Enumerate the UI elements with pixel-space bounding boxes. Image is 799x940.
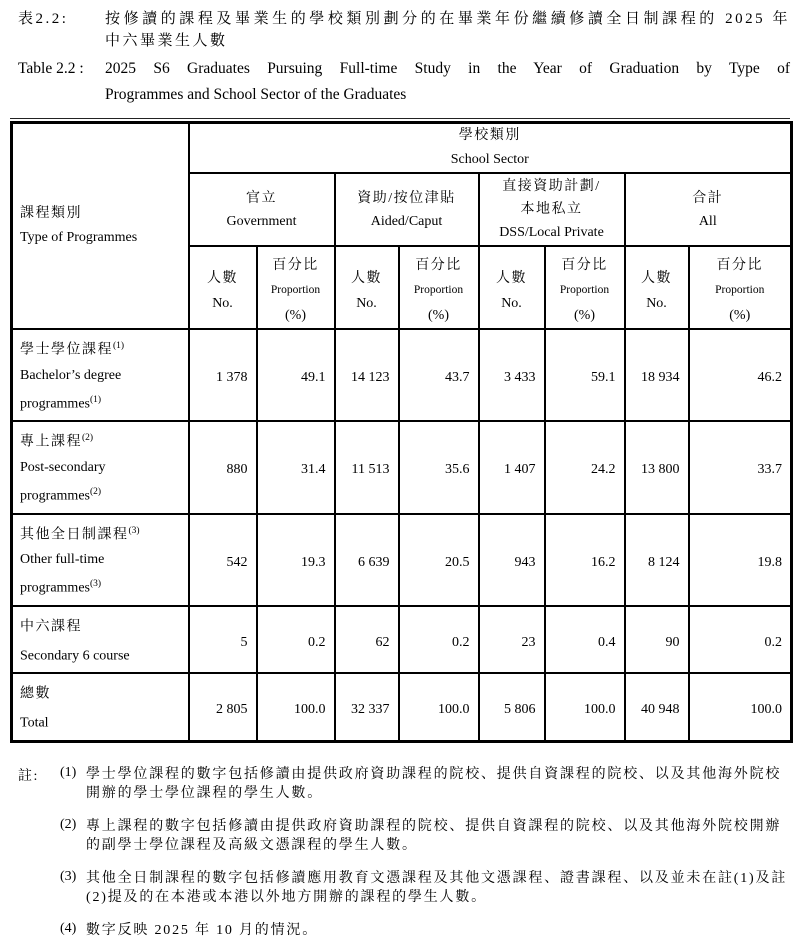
cell-value: 46.2 bbox=[689, 329, 792, 421]
cell-value: 100.0 bbox=[399, 673, 479, 741]
table-row-bachelors-degree bbox=[12, 329, 792, 421]
cell-value: 880 bbox=[189, 421, 257, 513]
subheader-no-all: 人數 No. bbox=[625, 246, 689, 329]
subheader-no-aided: 人數 No. bbox=[335, 246, 399, 329]
table-row-other-full-time bbox=[12, 514, 792, 606]
cell-value: 19.8 bbox=[689, 514, 792, 606]
cell-value: 542 bbox=[189, 514, 257, 606]
header-type-of-programmes-en: Type of Programmes bbox=[20, 230, 138, 245]
cell-value: 49.1 bbox=[257, 329, 335, 421]
cell-value: 90 bbox=[625, 606, 689, 673]
cell-value: 5 bbox=[189, 606, 257, 673]
header-sector-all: 合計 All bbox=[625, 173, 792, 246]
note-number: (2) bbox=[60, 816, 77, 832]
cell-value: 3 433 bbox=[479, 329, 545, 421]
cell-value: 62 bbox=[335, 606, 399, 673]
title-en-line1: 2025 S6 Graduates Pursuing Full-time Study in the Year of Graduation by Type of bbox=[105, 60, 790, 77]
cell-value: 0.2 bbox=[399, 606, 479, 673]
header-school-sector-en: School Sector bbox=[450, 152, 529, 167]
cell-value: 8 124 bbox=[625, 514, 689, 606]
subheader-proportion-aided: 百分比 Proportion (%) bbox=[399, 246, 479, 329]
header-type-of-programmes bbox=[12, 123, 189, 330]
table-row-post-secondary bbox=[12, 421, 792, 513]
header-type-of-programmes-zh: 課程類別 bbox=[20, 206, 82, 221]
title-block bbox=[10, 8, 790, 108]
cell-value: 11 513 bbox=[335, 421, 399, 513]
table-number-en: Table 2.2 : bbox=[18, 60, 84, 77]
cell-value: 0.2 bbox=[257, 606, 335, 673]
cell-value: 32 337 bbox=[335, 673, 399, 741]
header-sector-aided-caput: 資助/按位津貼 Aided/Caput bbox=[335, 173, 479, 246]
note-item-4 bbox=[18, 921, 790, 940]
table-row-total bbox=[12, 673, 792, 741]
header-school-sector bbox=[189, 123, 792, 174]
title-zh-line1: 按修讀的課程及畢業生的學校類別劃分的在畢業年份繼續修讀全日制課程的 2025 年 bbox=[105, 11, 790, 27]
cell-value: 100.0 bbox=[545, 673, 625, 741]
cell-value: 40 948 bbox=[625, 673, 689, 741]
cell-value: 1 407 bbox=[479, 421, 545, 513]
note-number: (4) bbox=[60, 920, 77, 936]
subheader-no-dss: 人數 No. bbox=[479, 246, 545, 329]
subheader-no-government: 人數 No. bbox=[189, 246, 257, 329]
note-text: 學士學位課程的數字包括修讀由提供政府資助課程的院校、提供自資課程的院校、以及其他海外院校開辦的學士學位課程的學生人數。 bbox=[86, 766, 782, 801]
title-en-line2: Programmes and School Sector of the Graduates bbox=[105, 86, 407, 103]
cell-value: 18 934 bbox=[625, 329, 689, 421]
note-text: 數字反映 2025 年 10 月的情況。 bbox=[86, 922, 318, 938]
note-item-1 bbox=[18, 765, 790, 803]
title-zh-line2: 中六畢業生人數 bbox=[105, 33, 228, 49]
table-top-rule bbox=[10, 118, 790, 119]
notes-label: 註: bbox=[18, 768, 39, 784]
cell-value: 24.2 bbox=[545, 421, 625, 513]
notes-section bbox=[10, 765, 790, 940]
note-item-2 bbox=[18, 817, 790, 855]
row-label-total: 總數 Total bbox=[12, 673, 189, 741]
cell-value: 13 800 bbox=[625, 421, 689, 513]
header-school-sector-zh: 學校類別 bbox=[458, 128, 521, 143]
cell-value: 0.4 bbox=[545, 606, 625, 673]
cell-value: 5 806 bbox=[479, 673, 545, 741]
note-number: (3) bbox=[60, 868, 77, 884]
statistics-table bbox=[10, 121, 793, 743]
subheader-proportion-government: 百分比 Proportion (%) bbox=[257, 246, 335, 329]
note-number: (1) bbox=[60, 764, 77, 780]
header-sector-dss-local-private: 直接資助計劃/ 本地私立 DSS/Local Private bbox=[479, 173, 625, 246]
subheader-proportion-all: 百分比 Proportion (%) bbox=[689, 246, 792, 329]
cell-value: 100.0 bbox=[689, 673, 792, 741]
header-sector-government: 官立 Government bbox=[189, 173, 335, 246]
cell-value: 2 805 bbox=[189, 673, 257, 741]
cell-value: 6 639 bbox=[335, 514, 399, 606]
title-zh-row bbox=[18, 8, 790, 52]
cell-value: 943 bbox=[479, 514, 545, 606]
table-number-zh: 表2.2: bbox=[18, 11, 69, 27]
note-text: 其他全日制課程的數字包括修讀應用教育文憑課程及其他文憑課程、證書課程、以及並未在註(1)及註(2)提及的在本港或本港以外地方開辦的課程的學生人數。 bbox=[86, 870, 788, 905]
row-label-post-secondary: 專上課程$^{(2)}$ Post-secondary programmes$^{(2)}$ bbox=[12, 421, 189, 513]
cell-value: 20.5 bbox=[399, 514, 479, 606]
cell-value: 33.7 bbox=[689, 421, 792, 513]
row-label-bachelors-degree: 學士學位課程$^{(1)}$ Bachelor’s degree programmes$^{(1)}$ bbox=[12, 329, 189, 421]
note-item-3 bbox=[18, 869, 790, 907]
cell-value: 23 bbox=[479, 606, 545, 673]
cell-value: 100.0 bbox=[257, 673, 335, 741]
cell-value: 16.2 bbox=[545, 514, 625, 606]
note-text: 專上課程的數字包括修讀由提供政府資助課程的院校、提供自資課程的院校、以及其他海外院校開辦的副學士學位課程及高級文憑課程的學生人數。 bbox=[86, 818, 782, 853]
cell-value: 43.7 bbox=[399, 329, 479, 421]
table-row-secondary-6-course bbox=[12, 606, 792, 673]
cell-value: 19.3 bbox=[257, 514, 335, 606]
cell-value: 14 123 bbox=[335, 329, 399, 421]
title-en-row bbox=[18, 56, 790, 108]
row-label-secondary-6-course: 中六課程 Secondary 6 course bbox=[12, 606, 189, 673]
subheader-proportion-dss: 百分比 Proportion (%) bbox=[545, 246, 625, 329]
row-label-other-full-time: 其他全日制課程$^{(3)}$ Other full-time programmes$^{(3)}$ bbox=[12, 514, 189, 606]
cell-value: 59.1 bbox=[545, 329, 625, 421]
cell-value: 31.4 bbox=[257, 421, 335, 513]
cell-value: 1 378 bbox=[189, 329, 257, 421]
cell-value: 0.2 bbox=[689, 606, 792, 673]
cell-value: 35.6 bbox=[399, 421, 479, 513]
